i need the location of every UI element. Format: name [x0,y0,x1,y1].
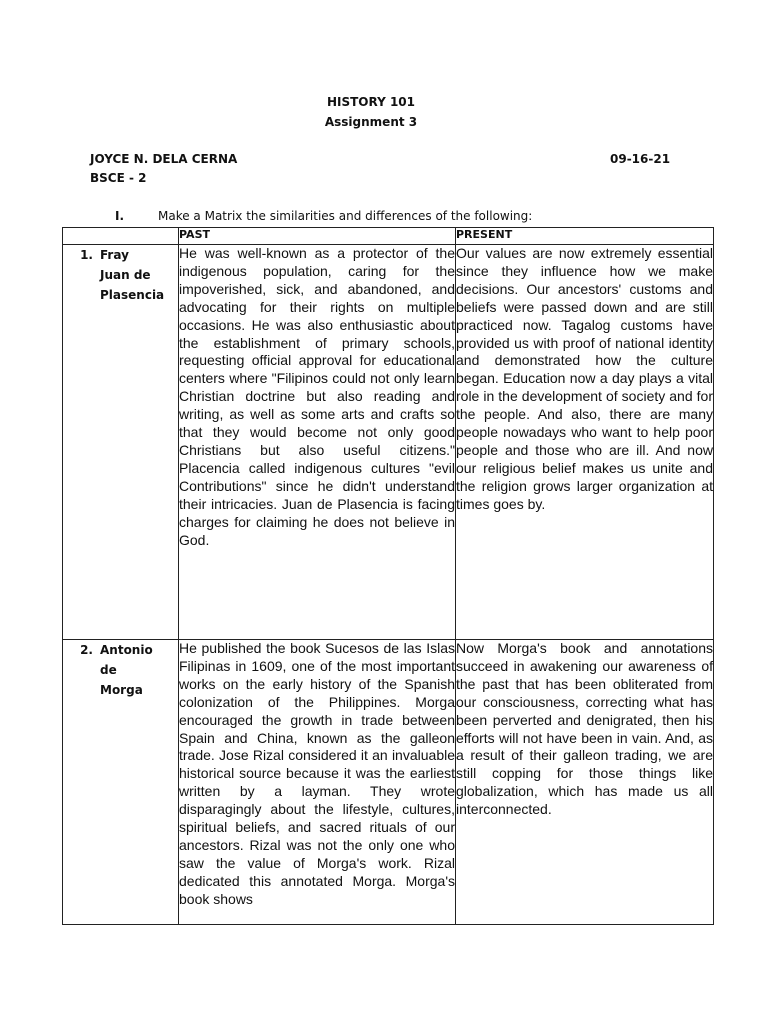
header-cell-past: PAST [179,228,456,245]
row-label [63,245,179,640]
header-cell-present: PRESENT [456,228,714,245]
comparison-matrix [62,227,714,925]
instruction-number: I. [115,209,125,223]
present-cell: Now Morga's book and annotations succeed in awakening our awareness of the past that has been obliterated from our consciousness, correcting what has been perverted and denigrated, then his efforts will not have been in vain. And, as a result of their galleon trading, we are still copping for those things like globalization, which has made us all interconnected. [456,640,714,925]
row-number: 1. [80,248,93,262]
instruction-text: Make a Matrix the similarities and differences of the following: [158,209,533,223]
course-title: HISTORY 101 [326,95,416,109]
row-label [63,640,179,925]
table-row [63,640,714,925]
assignment-title: Assignment 3 [324,115,418,129]
student-name: JOYCE N. DELA CERNA [90,152,238,166]
row-name: Antonio de Morga [100,643,153,697]
date: 09-16-21 [610,152,671,166]
table-row [63,245,714,640]
section: BSCE - 2 [90,171,147,185]
header-cell-blank [63,228,179,245]
matrix-header-row [63,228,714,245]
past-cell: He published the book Sucesos de las Islas Filipinas in 1609, one of the most important works on the early history of the Spanish colonization of the Philippines. Morga encouraged the growth in trade between Spain and China, known as the galleon trade. Jose Rizal considered it an invaluable historical source because it was the earliest written by a layman. They wrote disparagingly about the lifestyle, cultures, spiritual beliefs, and sacred rituals of our ancestors. Rizal was not the only one who saw the value of Morga's work. Rizal dedicated this annotated Morga. Morga's book shows [179,640,456,925]
row-number: 2. [80,643,93,657]
past-cell: He was well-known as a protector of the indigenous population, caring for the impoverished, sick, and abandoned, and advocating for their rights on multiple occasions. He was also enthusiastic about the establishment of primary schools, requesting official approval for educational centers where "Filipinos could not only learn Christian doctrine but also reading and writing, as well as some arts and crafts so that they would become not only good Christians but also useful citizens." Placencia called indigenous cultures "evil Contributions" since he didn't understand their intricacies. Juan de Plasencia is facing charges for claiming he does not believe in God. [179,245,456,640]
row-name: Fray Juan de Plasencia [100,248,165,302]
present-cell: Our values are now extremely essential since they influence how we make decisions. Our ancestors' customs and beliefs were passed down and are still practiced now. Tagalog customs have provided us with proof of national identity and demonstrated how the culture began. Education now a day plays a vital role in the development of society and for the people. And also, there are many people nowadays who want to help poor people and those who are ill. And now our religious belief makes us unite and the religion grows larger organization at times goes by. [456,245,714,640]
instruction [115,209,532,223]
